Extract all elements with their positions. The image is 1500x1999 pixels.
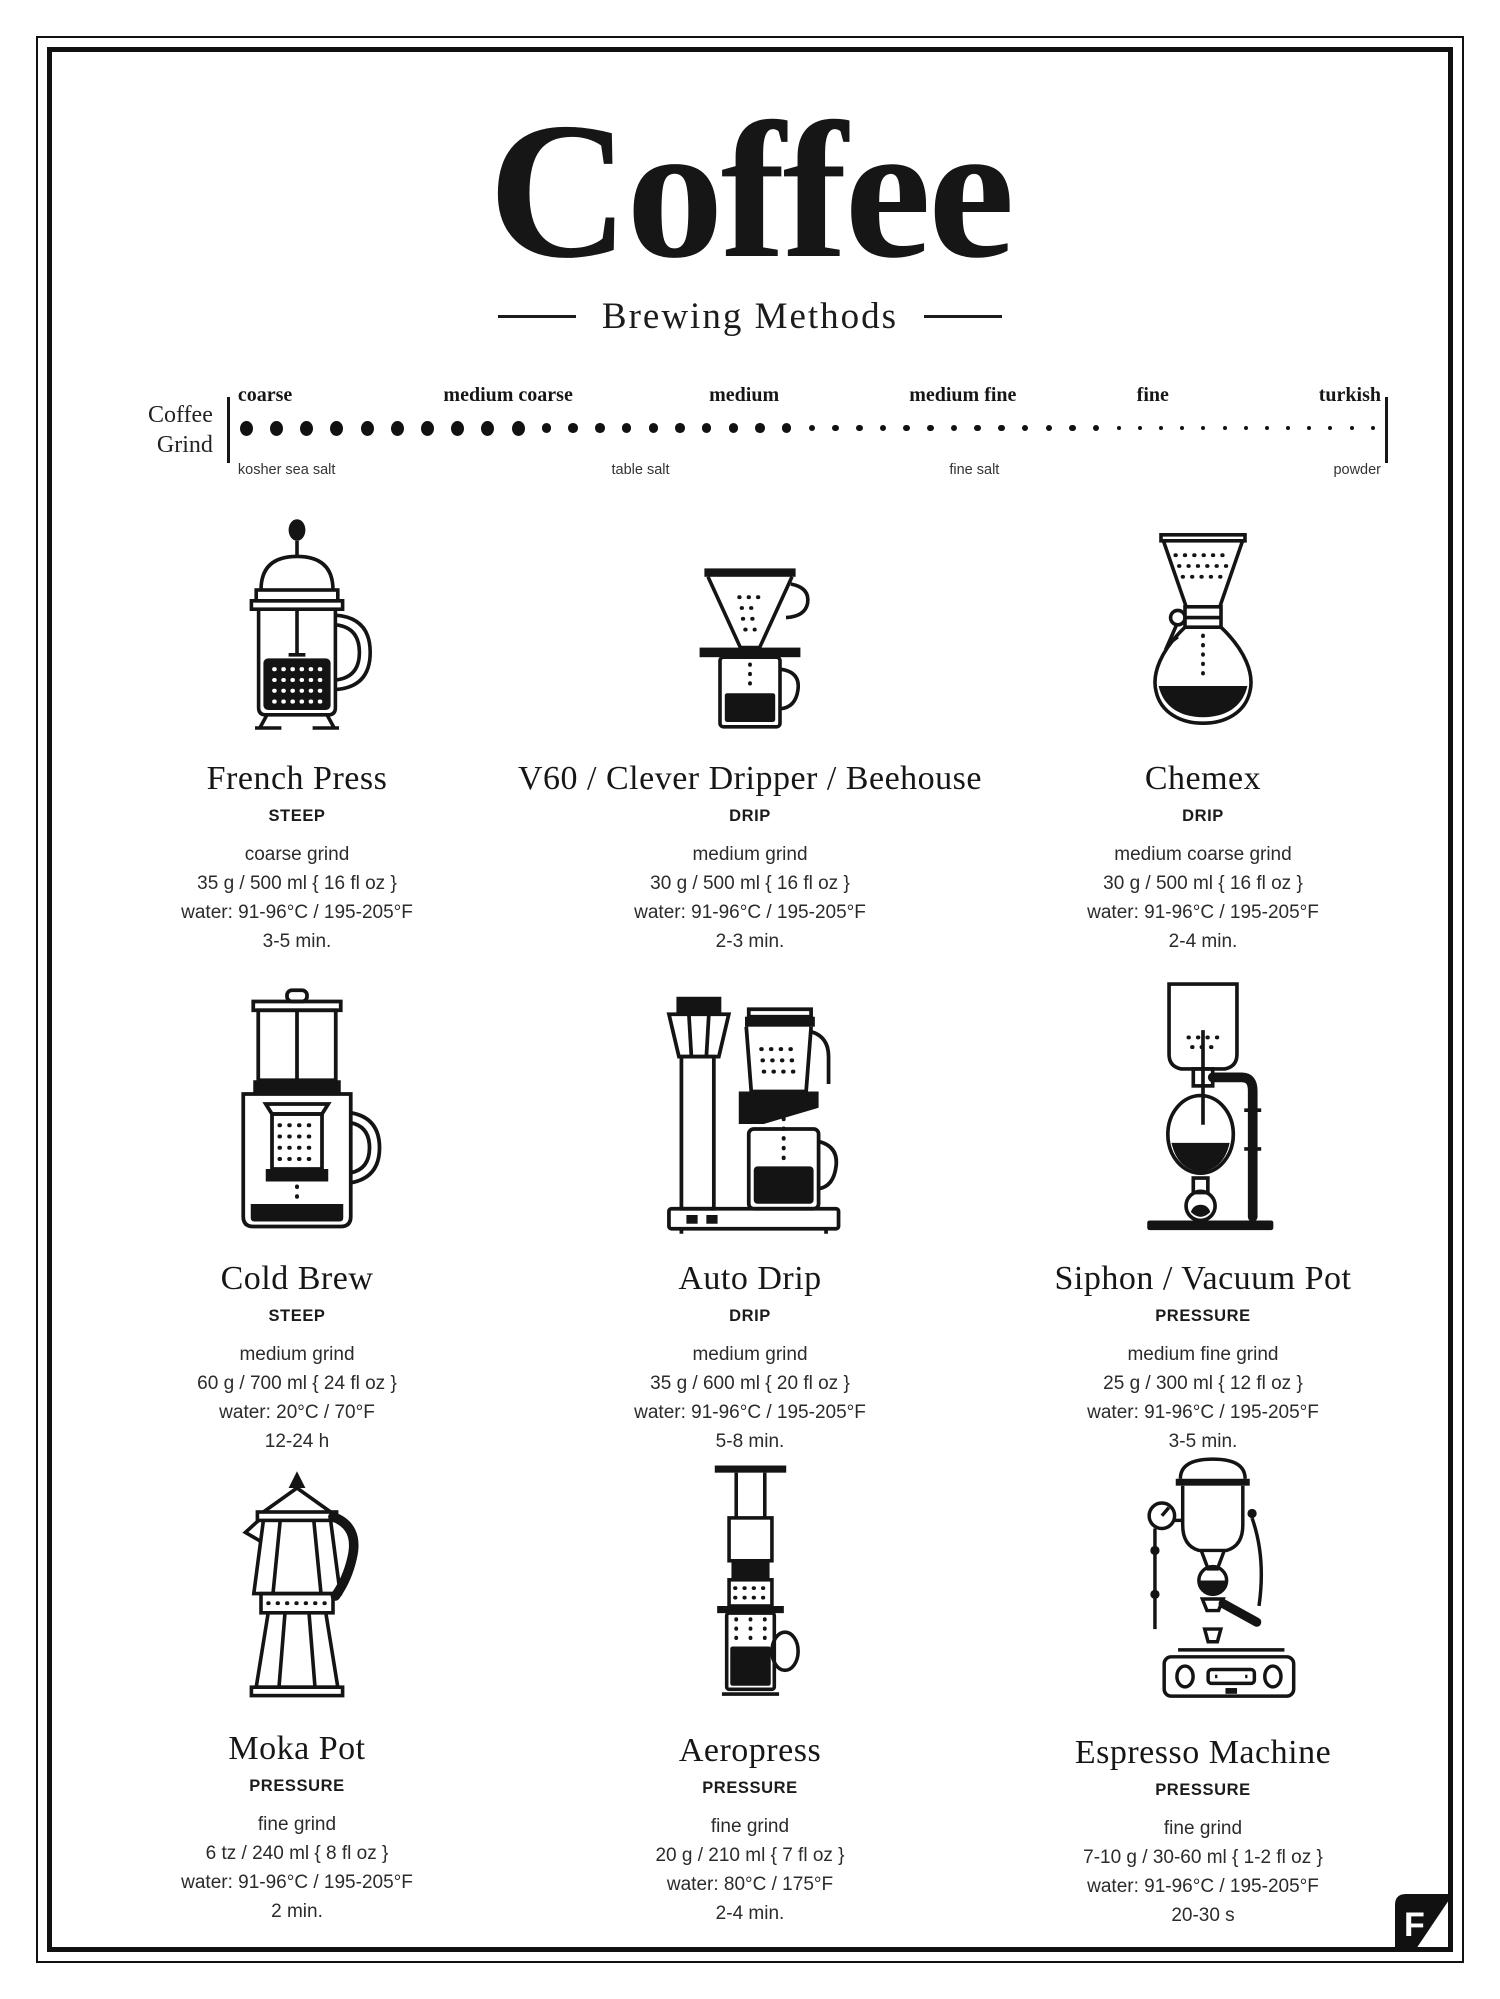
method-grind: medium grind: [692, 1344, 808, 1365]
method-water: water: 20°C / 70°F: [219, 1402, 375, 1423]
method-water: water: 91-96°C / 195-205°F: [634, 1402, 866, 1423]
subtitle-rule-right: [924, 315, 1002, 318]
method-card-auto-drip: [507, 966, 993, 1456]
grind-level-coarse: coarse: [237, 384, 293, 406]
method-time: 2-3 min.: [715, 931, 785, 952]
grind-level-turkish: turkish: [1318, 384, 1381, 406]
french-press-icon: [219, 518, 375, 734]
method-card-siphon: [993, 966, 1413, 1456]
method-type: STEEP: [268, 1307, 326, 1325]
method-details: [634, 840, 866, 956]
method-ratio: 35 g / 500 ml { 16 fl oz }: [197, 873, 397, 894]
method-time: 3-5 min.: [1168, 1431, 1238, 1452]
grind-scale: [148, 382, 1388, 478]
method-type: PRESSURE: [249, 1777, 345, 1795]
grind-level-medium-coarse: medium coarse: [443, 384, 573, 406]
method-ratio: 20 g / 210 ml { 7 fl oz }: [655, 1845, 845, 1866]
method-time: 2 min.: [271, 1901, 323, 1922]
method-card-french-press: [87, 496, 507, 966]
method-water: water: 91-96°C / 195-205°F: [1087, 1402, 1319, 1423]
moka-pot-icon: [213, 1464, 381, 1704]
method-details: [181, 840, 413, 956]
aeropress-icon: [667, 1456, 834, 1706]
method-type: STEEP: [268, 807, 326, 825]
method-ratio: 6 tz / 240 ml { 8 fl oz }: [205, 1843, 389, 1864]
grind-scale-left-tick: [227, 397, 230, 463]
grind-compare-table-salt: table salt: [611, 462, 670, 478]
method-details: [1087, 840, 1319, 956]
method-type: DRIP: [729, 1307, 771, 1325]
method-type: DRIP: [729, 807, 771, 825]
method-ratio: 25 g / 300 ml { 12 fl oz }: [1103, 1373, 1303, 1394]
page-title: Coffee: [488, 83, 1012, 299]
method-details: [655, 1812, 844, 1928]
method-water: water: 91-96°C / 195-205°F: [1087, 902, 1319, 923]
method-ratio: 30 g / 500 ml { 16 fl oz }: [650, 873, 850, 894]
method-details: [634, 1340, 866, 1456]
method-details: [197, 1340, 397, 1456]
grind-dots: [240, 420, 1375, 436]
method-time: 3-5 min.: [262, 931, 332, 952]
method-time: 2-4 min.: [1168, 931, 1238, 952]
method-name: Moka Pot: [228, 1730, 366, 1767]
method-type: PRESSURE: [1155, 1781, 1251, 1799]
method-details: [181, 1810, 413, 1926]
brand-badge: [1395, 1894, 1453, 1952]
method-time: 2-4 min.: [715, 1903, 785, 1924]
method-time: 12-24 h: [264, 1431, 330, 1452]
grind-scale-right-tick: [1385, 397, 1388, 463]
method-time: 20-30 s: [1171, 1905, 1235, 1926]
method-card-espresso: [993, 1456, 1413, 1926]
siphon-icon: [1106, 979, 1300, 1234]
methods-grid: [87, 496, 1413, 1926]
grind-level-medium: medium: [709, 384, 780, 406]
cold-brew-tower-icon: [203, 984, 391, 1234]
grind-scale-label: Coffee Grind: [148, 402, 213, 458]
grind-compare-kosher-salt: kosher sea salt: [237, 462, 336, 478]
method-ratio: 30 g / 500 ml { 16 fl oz }: [1103, 873, 1303, 894]
method-card-chemex: [993, 496, 1413, 966]
method-name: Siphon / Vacuum Pot: [1054, 1260, 1352, 1297]
method-name: Auto Drip: [678, 1260, 822, 1297]
method-grind: medium grind: [239, 1344, 355, 1365]
method-name: French Press: [206, 760, 388, 797]
method-ratio: 60 g / 700 ml { 24 fl oz }: [197, 1373, 397, 1394]
method-water: water: 91-96°C / 195-205°F: [181, 902, 413, 923]
method-card-moka-pot: [87, 1456, 507, 1926]
method-grind: coarse grind: [244, 844, 350, 865]
method-ratio: 35 g / 600 ml { 20 fl oz }: [650, 1373, 850, 1394]
method-name: Aeropress: [678, 1732, 822, 1769]
method-name: V60 / Clever Dripper / Beehouse: [518, 760, 982, 797]
brand-f-icon: [1395, 1894, 1453, 1952]
method-details: [1087, 1340, 1319, 1456]
method-grind: medium fine grind: [1127, 1344, 1279, 1365]
method-grind: medium coarse grind: [1114, 844, 1292, 865]
method-card-v60: [507, 496, 993, 966]
grind-compare-powder: powder: [1333, 462, 1381, 478]
pourover-dripper-icon: [672, 518, 828, 734]
brand-letter: F: [1404, 1906, 1425, 1944]
method-card-cold-brew: [87, 966, 507, 1456]
grind-compare-fine-salt: fine salt: [949, 462, 1000, 478]
method-name: Espresso Machine: [1074, 1734, 1332, 1771]
grind-level-medium-fine: medium fine: [909, 384, 1017, 406]
method-grind: fine grind: [257, 1814, 337, 1835]
method-type: PRESSURE: [1155, 1307, 1251, 1325]
method-grind: fine grind: [1163, 1818, 1243, 1839]
method-water: water: 91-96°C / 195-205°F: [634, 902, 866, 923]
method-details: [1083, 1814, 1323, 1930]
method-water: water: 91-96°C / 195-205°F: [1087, 1876, 1319, 1897]
espresso-machine-icon: [1111, 1453, 1296, 1708]
grind-scale-band: [232, 382, 1383, 478]
subtitle-rule-left: [498, 315, 576, 318]
method-water: water: 91-96°C / 195-205°F: [181, 1872, 413, 1893]
page-subtitle: Brewing Methods: [601, 296, 899, 337]
method-water: water: 80°C / 175°F: [666, 1874, 834, 1895]
method-type: PRESSURE: [702, 1779, 798, 1797]
method-grind: medium grind: [692, 844, 808, 865]
auto-drip-machine-icon: [644, 984, 856, 1234]
method-type: DRIP: [1182, 807, 1224, 825]
method-card-aeropress: [507, 1456, 993, 1926]
method-ratio: 7-10 g / 30-60 ml { 1-2 fl oz }: [1083, 1847, 1323, 1868]
method-name: Cold Brew: [220, 1260, 374, 1297]
method-name: Chemex: [1144, 760, 1262, 797]
subtitle-row: [52, 295, 1448, 338]
method-grind: fine grind: [710, 1816, 790, 1837]
chemex-icon: [1125, 518, 1281, 734]
method-time: 5-8 min.: [715, 1431, 785, 1452]
grind-level-fine: fine: [1136, 384, 1169, 406]
